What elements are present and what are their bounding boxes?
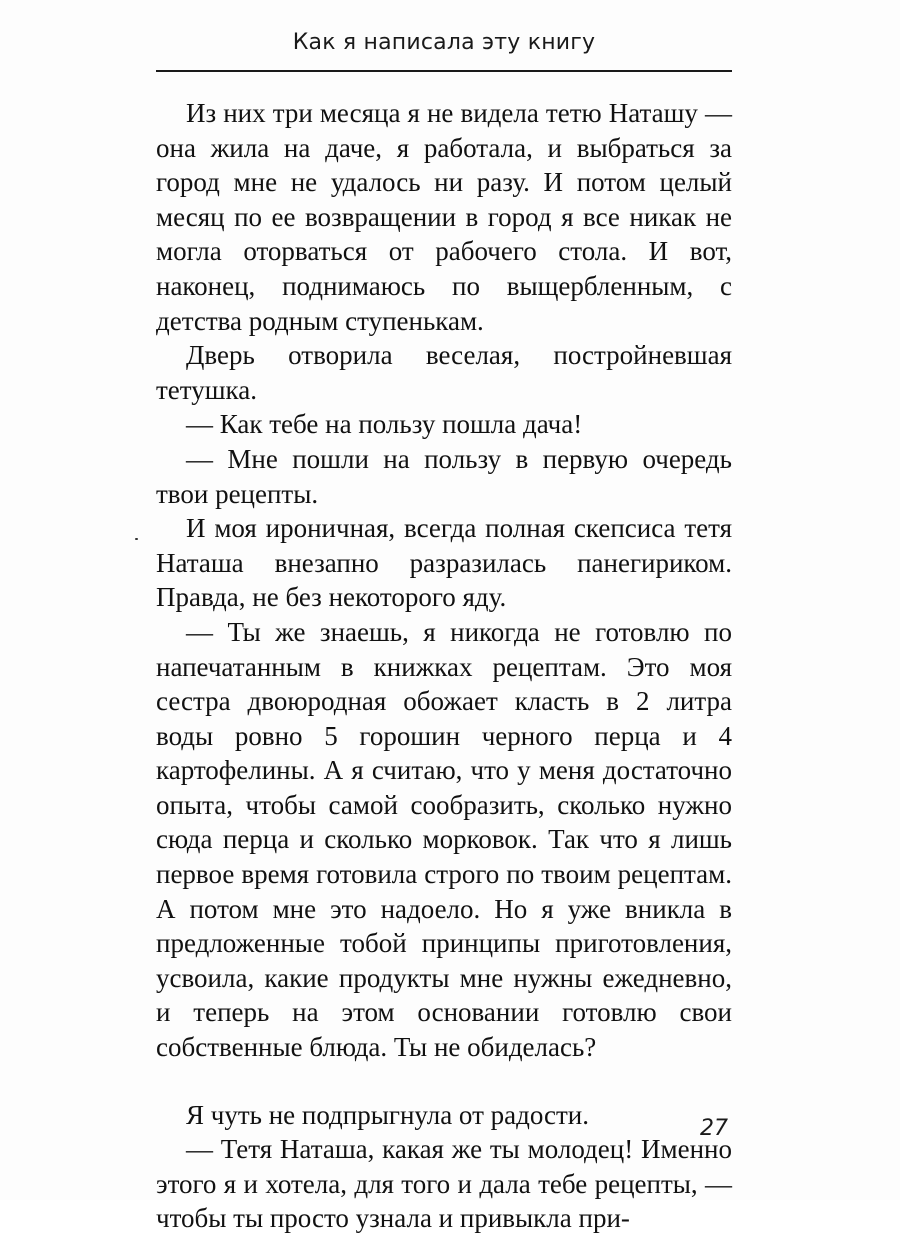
paragraph: Дверь отворила веселая, постройневшая тетушка. <box>156 340 732 405</box>
paragraph: — Ты же знаешь, я никогда не готовлю по напечатанным в книжках рецептам. Это моя сестра двоюродная обожает класть в 2 литра воды ровно 5 горошин черного перца и 4 картофелины. А я считаю, что у меня достаточно опыта, чтобы самой сообразить, сколько нужно сюда перца и сколько морковок. Так что я лишь первое время готовила строго по твоим рецептам. А потом мне это надоело. Но я уже вникла в предложенные тобой принципы приготовления, усвоила, какие продукты мне нужны ежедневно, и теперь на этом основании готовлю свои собственные блюда. Ты не обиделась? <box>156 616 732 1063</box>
paragraph: Из них три месяца я не видела тетю Наташу — она жила на даче, я работала, и выбраться за город мне не удалось ни разу. И потом целый месяц по ее возвращении в город я все никак не могла оторваться от рабочего стола. И вот, наконец, поднимаюсь по выщербленным, с детства родным ступенькам. <box>156 98 732 336</box>
body-text <box>156 96 732 1236</box>
running-header: Как я написала эту книгу <box>292 30 596 55</box>
paragraph: — Тетя Наташа, какая же ты молодец! Именно этого я и хотела, для того и дала тебе рецепты, — чтобы ты просто узнала и привыкла при- <box>156 1134 732 1234</box>
print-speck <box>135 538 138 540</box>
paragraph: — Как тебе на пользу пошла дача! <box>186 409 583 440</box>
page-number: 27 <box>700 1116 728 1141</box>
paragraph: Я чуть не подпрыгнула от радости. <box>186 1099 589 1130</box>
paragraph: И моя ироничная, всегда полная скепсиса тетя Наташа внезапно разразилась панегириком. Правда, не без некоторого яду. <box>156 513 732 613</box>
paragraph: — Мне пошли на пользу в первую очередь твои рецепты. <box>156 443 732 509</box>
header-rule <box>156 70 732 72</box>
